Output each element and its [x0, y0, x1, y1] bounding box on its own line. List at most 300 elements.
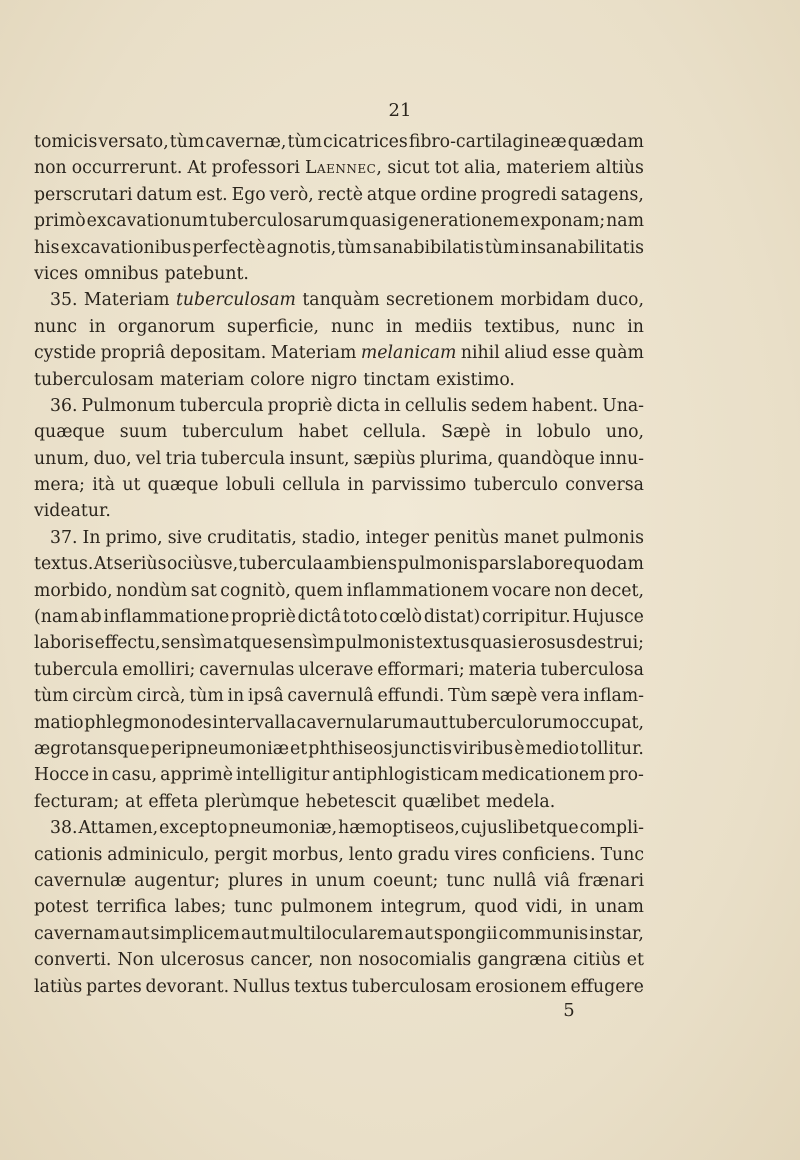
word: tomicis	[34, 132, 98, 152]
word: 38.	[50, 818, 78, 839]
word: et	[290, 738, 308, 759]
word: intelligitur	[235, 765, 330, 786]
word: stadio,	[301, 527, 361, 548]
word: habent.	[531, 395, 599, 416]
word: coeunt;	[373, 870, 439, 891]
word: perscrutari	[34, 184, 133, 205]
word: agnotis,	[266, 237, 337, 258]
word: nullâ	[492, 870, 537, 891]
word: vires	[454, 844, 498, 865]
word: sedem	[470, 395, 528, 416]
text-line	[34, 472, 644, 498]
word: phthiseos	[308, 738, 393, 759]
word: omnibus	[84, 263, 159, 284]
word: 36.	[50, 395, 78, 416]
word: toto	[342, 607, 378, 628]
word: tùm	[189, 686, 224, 707]
word: ociùsve,	[167, 554, 239, 575]
word: (nam	[34, 607, 79, 628]
word: converti.	[34, 950, 112, 971]
word: cationis	[34, 844, 103, 865]
word: Tùm	[448, 686, 488, 707]
word: circà,	[136, 686, 186, 707]
word: pulmonis	[563, 527, 644, 548]
word: antiphlogisticam	[332, 765, 479, 786]
word: partes	[86, 976, 142, 997]
word: alia,	[464, 158, 502, 179]
word: pulmonis	[397, 554, 478, 575]
word: cognitò,	[220, 580, 291, 601]
word: aut	[121, 923, 150, 944]
word: efformari;	[377, 659, 465, 680]
word: viribus	[453, 738, 514, 759]
word: sive	[167, 527, 203, 548]
word: in	[386, 316, 403, 337]
word: tunc	[233, 897, 273, 918]
word: propriè	[267, 395, 333, 416]
word: in	[290, 870, 308, 891]
word: plurima,	[419, 448, 494, 469]
word: atque	[366, 184, 417, 205]
word: nigro	[310, 369, 358, 390]
word: tuberculosarum	[209, 211, 349, 232]
word: manet	[503, 527, 559, 548]
text-line	[34, 208, 644, 234]
word: cavernulas	[199, 659, 295, 680]
word: materiem	[506, 158, 591, 179]
word: tuberculum	[182, 422, 284, 443]
word: professori	[211, 158, 300, 179]
word: quodam	[573, 554, 644, 575]
word: tùm	[287, 132, 322, 152]
word: è	[514, 738, 525, 759]
word: excavationibus	[60, 237, 192, 258]
word: seriùs	[113, 554, 167, 575]
word: tuberculorum	[448, 712, 569, 733]
word: in	[505, 422, 523, 443]
text-line	[34, 367, 644, 393]
word: in	[627, 316, 644, 337]
word: parvissimo	[371, 475, 467, 496]
word: erosus	[517, 633, 576, 654]
word: decet,	[590, 580, 644, 601]
word: colore	[250, 369, 305, 390]
word: sensìm	[161, 633, 223, 654]
word: cystide	[34, 343, 97, 364]
word: tubercula	[238, 554, 323, 575]
word: quasi	[470, 633, 518, 654]
word: 37.	[50, 527, 78, 548]
word: quælibet	[402, 791, 480, 812]
word: superficie,	[227, 316, 320, 337]
word: inflammationem	[346, 580, 489, 601]
word: ambiens	[323, 554, 397, 575]
word: tubercula	[34, 659, 119, 680]
word: tuberculosam	[175, 290, 296, 311]
word: duco,	[596, 290, 644, 311]
word: Hujusce	[572, 607, 644, 628]
word: multilocularem	[270, 923, 404, 944]
word: ordine	[420, 184, 478, 205]
text-line	[34, 868, 644, 894]
word: sicut	[387, 158, 430, 179]
word: in	[89, 316, 106, 337]
text-line	[34, 630, 644, 656]
word: Non	[117, 950, 155, 971]
word: gradu	[397, 844, 450, 865]
word: atque	[222, 633, 273, 654]
text-line	[34, 974, 644, 1000]
word: latiùs	[34, 976, 83, 997]
text-line	[34, 578, 644, 604]
word: effundi.	[377, 686, 445, 707]
word: Materiam	[270, 343, 357, 364]
word: occupat,	[569, 712, 644, 733]
word: tuberculosam	[34, 369, 154, 390]
word: materiam	[159, 369, 245, 390]
text-line	[34, 736, 644, 762]
page-number: 21	[388, 100, 412, 121]
text-line	[34, 314, 644, 340]
word: matio	[34, 712, 84, 733]
word: tunc	[446, 870, 486, 891]
word: et	[626, 950, 644, 971]
word: integer	[365, 527, 429, 548]
word: distat)	[423, 607, 481, 628]
word: cavernam	[34, 923, 121, 944]
word: quæque	[147, 475, 219, 496]
word: instar,	[589, 923, 644, 944]
word: effectu,	[94, 633, 161, 654]
word: ulcerosus	[160, 950, 245, 971]
word: verò,	[269, 184, 314, 205]
word: communis	[498, 923, 589, 944]
word: aliud	[504, 343, 548, 364]
word: compli-	[579, 818, 644, 839]
word: melanicam	[360, 343, 457, 364]
word: medela.	[485, 791, 556, 812]
word: fecturam;	[34, 791, 120, 812]
word: At	[93, 554, 114, 575]
word: vera	[540, 686, 580, 707]
word: laboris	[34, 633, 94, 654]
word: exponam;	[520, 211, 606, 232]
word: pro-	[608, 765, 644, 786]
word: lobuli	[225, 475, 275, 496]
word: nunc	[34, 316, 78, 337]
word: quandòque	[497, 448, 595, 469]
word: sæpè	[490, 686, 538, 707]
text-line	[34, 261, 644, 287]
word: datum	[136, 184, 193, 205]
word: aut	[240, 923, 270, 944]
word: nihil	[460, 343, 500, 364]
word: intervalla	[212, 712, 296, 733]
word: textus	[415, 633, 470, 654]
word: occurrerunt.	[71, 158, 183, 179]
word: Hocce	[34, 765, 90, 786]
word: cavernulâ	[287, 686, 374, 707]
text-line	[34, 710, 644, 736]
word: depositam.	[169, 343, 267, 364]
word: pneumoniæ,	[228, 818, 338, 839]
text-line	[34, 287, 644, 313]
word: materia	[468, 659, 537, 680]
body-text	[34, 129, 644, 1000]
word: primo,	[105, 527, 163, 548]
word: textus.	[34, 554, 94, 575]
word: quædam	[567, 132, 644, 152]
word: gangræna	[477, 950, 567, 971]
word: pars	[478, 554, 517, 575]
word: spongii	[433, 923, 498, 944]
word: habet	[298, 422, 349, 443]
word: in	[347, 475, 365, 496]
word: conversa	[565, 475, 644, 496]
word: quæque	[34, 422, 105, 443]
text-line	[34, 446, 644, 472]
word: textus	[293, 976, 348, 997]
word: cavernulæ	[34, 870, 127, 891]
word: tùm	[337, 237, 372, 258]
word: tùm	[169, 132, 205, 152]
text-line	[34, 842, 644, 868]
word: satagens,	[560, 184, 644, 205]
word: cavernæ,	[205, 132, 287, 152]
word: suum	[119, 422, 168, 443]
word: plures	[227, 870, 284, 891]
word: Tunc	[600, 844, 644, 865]
word: potest	[34, 897, 89, 918]
word: terrifica	[96, 897, 167, 918]
word: nunc	[330, 316, 375, 337]
word: frænari	[577, 870, 644, 891]
word: inflam-	[583, 686, 644, 707]
word: mera;	[34, 475, 85, 496]
word: cruditatis,	[207, 527, 297, 548]
word: morbus,	[272, 844, 344, 865]
word: ità	[92, 475, 116, 496]
word: simplicem	[150, 923, 240, 944]
word: pulmonis	[334, 633, 415, 654]
signature-mark: 5	[563, 1000, 575, 1021]
word: propriè	[231, 607, 296, 628]
word: hæmoptiseos,	[338, 818, 460, 839]
word: vocare	[492, 580, 551, 601]
word: unum	[315, 870, 366, 891]
text-line	[34, 340, 644, 366]
word: tuberculosa	[540, 659, 644, 680]
word: unam	[594, 897, 644, 918]
word: tubercula	[200, 448, 286, 469]
word: ab	[80, 607, 102, 628]
word: dicta	[336, 395, 381, 416]
word: altiùs	[595, 158, 644, 179]
word: phlegmonodes	[84, 712, 212, 733]
word: fibro-cartilagineæ	[408, 132, 567, 152]
word: cancer,	[250, 950, 314, 971]
text-line	[34, 657, 644, 683]
word: viâ	[544, 870, 571, 891]
word: cellula	[282, 475, 341, 496]
word: morbidam	[500, 290, 590, 311]
word: ulcerave	[298, 659, 374, 680]
word: progredi	[480, 184, 557, 205]
word: nosocomialis	[358, 950, 472, 971]
word: in	[92, 765, 109, 786]
word: Pulmonum	[81, 395, 176, 416]
word: unum,	[34, 448, 90, 469]
word: casu,	[111, 765, 158, 786]
word: excavationum	[86, 211, 209, 232]
word: in	[570, 897, 588, 918]
text-line	[34, 894, 644, 920]
word: esse	[552, 343, 591, 364]
text-line	[34, 129, 644, 155]
word: generationem	[397, 211, 520, 232]
text-line	[34, 182, 644, 208]
word: propriâ	[100, 343, 166, 364]
word: ut	[122, 475, 141, 496]
word: tùm	[484, 237, 520, 258]
word: aut	[404, 923, 433, 944]
word: non	[554, 580, 587, 601]
word: dictâ	[297, 607, 342, 628]
word: At	[187, 158, 207, 179]
word: Sæpè	[441, 422, 491, 443]
word: plerùmque	[204, 791, 300, 812]
word: In	[82, 527, 101, 548]
word: circùm	[72, 686, 133, 707]
text-line	[34, 419, 644, 445]
word: augentur;	[134, 870, 221, 891]
word: sat	[190, 580, 217, 601]
word: 35.	[50, 290, 78, 311]
word: secretionem	[386, 290, 494, 311]
text-line	[34, 498, 644, 524]
word: perfectè	[192, 237, 266, 258]
word: integrum,	[380, 897, 467, 918]
word: quod	[474, 897, 518, 918]
word: Una-	[602, 395, 644, 416]
word: Materiam	[83, 290, 170, 311]
word: duo,	[93, 448, 132, 469]
word: apprimè	[160, 765, 233, 786]
word: nam	[606, 211, 644, 232]
word: pergit	[214, 844, 268, 865]
word: destrui;	[576, 633, 644, 654]
word: primò	[34, 211, 86, 232]
text-line	[34, 551, 644, 577]
word: emolliri;	[122, 659, 196, 680]
word: nondùm	[116, 580, 188, 601]
word: videatur.	[34, 501, 111, 522]
text-line	[34, 815, 644, 841]
word: cellula.	[362, 422, 427, 443]
word: cœlò	[379, 607, 423, 628]
word: morbido,	[34, 580, 113, 601]
text-line	[34, 393, 644, 419]
word: vices	[34, 263, 79, 284]
word: medicationem	[481, 765, 606, 786]
word: hebetescit	[305, 791, 397, 812]
text-line	[34, 604, 644, 630]
word: his	[34, 237, 60, 258]
word: effugere	[570, 976, 644, 997]
word: junctis	[393, 738, 453, 759]
word: non	[34, 158, 67, 179]
word: tùm	[34, 686, 69, 707]
text-line	[34, 789, 644, 815]
word: aut	[419, 712, 448, 733]
word: medio	[525, 738, 580, 759]
word: inflammatione	[103, 607, 230, 628]
word: est.	[196, 184, 228, 205]
word: lento	[348, 844, 393, 865]
word: cavernularum	[296, 712, 419, 733]
word: non	[319, 950, 353, 971]
word: vidi,	[525, 897, 563, 918]
word: cicatrices	[323, 132, 408, 152]
word: cujuslibetque	[460, 818, 579, 839]
word: Laennec,	[305, 158, 383, 179]
word: tria	[165, 448, 197, 469]
word: excepto	[159, 818, 228, 839]
text-line	[34, 762, 644, 788]
word: penitùs	[433, 527, 499, 548]
word: innu-	[599, 448, 644, 469]
word: tubercula	[179, 395, 264, 416]
word: Ego	[231, 184, 266, 205]
text-line	[34, 947, 644, 973]
word: patebunt.	[164, 263, 249, 284]
word: insunt,	[289, 448, 350, 469]
word: conficiens.	[502, 844, 596, 865]
word: in	[384, 395, 401, 416]
word: sanabibilatis	[372, 237, 484, 258]
text-line	[34, 921, 644, 947]
word: tollitur.	[580, 738, 644, 759]
word: uno,	[605, 422, 644, 443]
word: quem	[294, 580, 344, 601]
word: corripitur.	[482, 607, 571, 628]
word: lobulo	[536, 422, 591, 443]
word: tuberculosam	[351, 976, 472, 997]
word: labore	[517, 554, 573, 575]
word: existimo.	[436, 369, 515, 390]
word: effeta	[148, 791, 199, 812]
word: mediis	[414, 316, 473, 337]
word: quàm	[595, 343, 644, 364]
word: quasi	[349, 211, 397, 232]
word: textibus,	[484, 316, 561, 337]
word: organorum	[117, 316, 216, 337]
word: citiùs	[572, 950, 621, 971]
word: tot	[434, 158, 459, 179]
word: sæpiùs	[353, 448, 416, 469]
word: pulmonem	[280, 897, 373, 918]
word: tuberculo	[473, 475, 558, 496]
word: erosionem	[475, 976, 567, 997]
text-line	[34, 683, 644, 709]
word: tanquàm	[302, 290, 380, 311]
word: sensìm	[273, 633, 335, 654]
word: nunc	[572, 316, 616, 337]
word: at	[125, 791, 143, 812]
text-line	[34, 525, 644, 551]
word: devorant.	[145, 976, 230, 997]
word: in	[227, 686, 245, 707]
